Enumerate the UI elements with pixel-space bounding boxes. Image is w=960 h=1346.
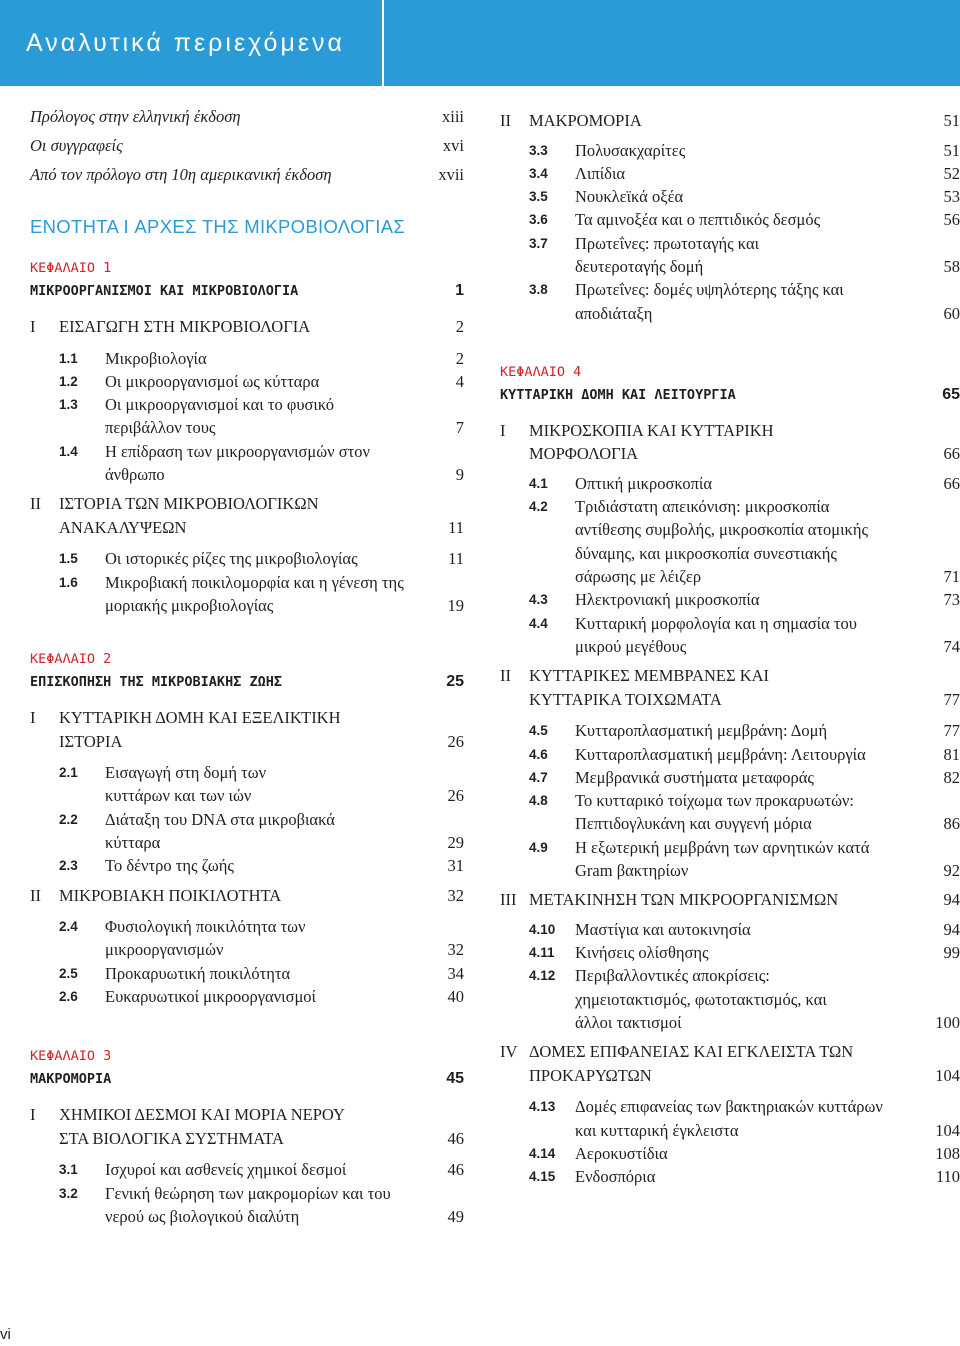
toc-section[interactable] bbox=[500, 109, 960, 133]
entry-page: 19 bbox=[447, 595, 464, 615]
toc-entry[interactable] bbox=[500, 1142, 960, 1165]
section-page: 104 bbox=[935, 1065, 960, 1085]
entry-title: Εισαγωγή στη δομή των κυττάρων και των ιών bbox=[105, 763, 267, 806]
entry-number: 4.9 bbox=[529, 839, 548, 855]
entry-page: 81 bbox=[943, 744, 960, 764]
entry-number: 4.3 bbox=[529, 592, 548, 608]
toc-prelim[interactable] bbox=[30, 136, 464, 165]
prelim-text: Πρόλογος στην ελληνική έκδοση bbox=[30, 107, 241, 126]
section-page: 66 bbox=[943, 444, 960, 464]
entry-title: Ηλεκτρονιακή μικροσκοπία bbox=[575, 590, 760, 610]
page-title: Αναλυτικά περιεχόμενα bbox=[26, 29, 345, 57]
prelim-text: Οι συγγραφείς bbox=[30, 136, 123, 155]
toc-entry[interactable] bbox=[30, 1158, 464, 1181]
section-page: 94 bbox=[943, 890, 960, 910]
toc-right-column bbox=[500, 109, 960, 1189]
toc-entry[interactable] bbox=[500, 588, 960, 611]
chapter-heading[interactable] bbox=[500, 362, 960, 405]
entry-page: 56 bbox=[943, 210, 960, 230]
chapter-heading[interactable] bbox=[30, 258, 464, 301]
entry-title: Μικροβιολογία bbox=[105, 348, 207, 368]
banner-divider bbox=[382, 0, 384, 86]
toc-entry[interactable] bbox=[500, 964, 960, 1034]
section-page: 51 bbox=[943, 111, 960, 130]
entry-number: 1.1 bbox=[59, 350, 78, 366]
header-banner bbox=[0, 0, 960, 86]
entry-number: 3.6 bbox=[529, 212, 548, 228]
entry-title: Πολυσακχαρίτες bbox=[575, 140, 686, 160]
entry-page: 108 bbox=[935, 1143, 960, 1163]
section-title: ΙΣΤΟΡΙΑ ΤΩΝ ΜΙΚΡΟΒΙΟΛΟΓΙΚΩΝ ΑΝΑΚΑΛΥΨΕΩΝ bbox=[59, 494, 319, 537]
section-number: I bbox=[500, 420, 506, 440]
entry-title: Κυτταροπλασματική μεμβράνη: Λειτουργία bbox=[575, 744, 866, 764]
entry-page: 86 bbox=[943, 814, 960, 834]
section-number: II bbox=[500, 111, 511, 130]
toc-entry[interactable] bbox=[500, 836, 960, 883]
entry-title: Πρωτεΐνες: πρωτοταγής και δευτεροταγής δομή bbox=[575, 233, 760, 276]
entry-number: 4.8 bbox=[529, 793, 548, 809]
entry-number: 4.2 bbox=[529, 499, 548, 515]
toc-entry[interactable] bbox=[30, 854, 464, 877]
toc-section[interactable] bbox=[30, 492, 464, 539]
entry-page: 73 bbox=[943, 590, 960, 610]
entry-title: Μαστίγια και αυτοκινησία bbox=[575, 919, 751, 939]
chapter-title: ΚΥΤΤΑΡΙΚΗ ΔΟΜΗ ΚΑΙ ΛΕΙΤΟΥΡΓΙΑ bbox=[500, 386, 736, 403]
entry-number: 2.3 bbox=[59, 858, 78, 874]
entry-page: 49 bbox=[447, 1206, 464, 1226]
toc-entry[interactable] bbox=[30, 547, 464, 570]
entry-title: Περιβαλλοντικές αποκρίσεις: χημειοτακτισμός, φωτοτακτισμός, και άλλοι τακτισμοί bbox=[575, 966, 827, 1033]
entry-page: 71 bbox=[943, 567, 960, 587]
entry-number: 4.1 bbox=[529, 475, 548, 491]
entry-title: Ισχυροί και ασθενείς χημικοί δεσμοί bbox=[105, 1160, 347, 1180]
entry-number: 1.6 bbox=[59, 574, 78, 590]
entry-number: 2.2 bbox=[59, 811, 78, 827]
entry-page: 99 bbox=[943, 943, 960, 963]
entry-title: Διάταξη του DNA στα μικροβιακά κύτταρα bbox=[105, 809, 335, 853]
toc-entry[interactable] bbox=[500, 918, 960, 941]
entry-title: Κυτταροπλασματική μεμβράνη: Δομή bbox=[575, 721, 828, 741]
chapter-label: ΚΕΦΑΛΑΙΟ 3 bbox=[30, 1048, 112, 1065]
entry-number: 2.6 bbox=[59, 989, 78, 1005]
entry-page: 32 bbox=[447, 940, 464, 960]
entry-number: 3.1 bbox=[59, 1162, 78, 1178]
toc-entry[interactable] bbox=[30, 808, 464, 855]
entry-page: 11 bbox=[448, 549, 464, 569]
chapter-heading[interactable] bbox=[30, 1046, 464, 1089]
entry-page: 58 bbox=[943, 256, 960, 276]
entry-title: Οι μικροοργανισμοί και το φυσικό περιβάλλον τους bbox=[105, 395, 335, 438]
prelim-page: xvii bbox=[438, 165, 464, 184]
entry-title: Δομές επιφανείας των βακτηριακών κυττάρων και κυτταρική έγκλειστα bbox=[575, 1097, 883, 1140]
chapter-title: ΜΙΚΡΟΟΡΓΑΝΙΣΜΟΙ ΚΑΙ ΜΙΚΡΟΒΙΟΛΟΓΙΑ bbox=[30, 283, 299, 299]
entry-number: 2.1 bbox=[59, 765, 78, 781]
entry-page: 100 bbox=[935, 1013, 960, 1033]
entry-title: Τα αμινοξέα και ο πεπτιδικός δεσμός bbox=[575, 210, 821, 230]
toc-entry[interactable] bbox=[500, 1095, 960, 1142]
section-title: ΜΙΚΡΟΣΚΟΠΙΑ ΚΑΙ ΚΥΤΤΑΡΙΚΗ ΜΟΡΦΟΛΟΓΙΑ bbox=[529, 420, 774, 464]
entry-number: 4.13 bbox=[529, 1099, 556, 1115]
section-page: 77 bbox=[943, 689, 960, 709]
entry-page: 77 bbox=[943, 721, 960, 741]
chapter-label: ΚΕΦΑΛΑΙΟ 4 bbox=[500, 363, 582, 380]
toc-entry[interactable] bbox=[30, 1182, 464, 1229]
section-title: ΜΕΤΑΚΙΝΗΣΗ ΤΩΝ ΜΙΚΡΟΟΡΓΑΝΙΣΜΩΝ bbox=[529, 890, 839, 910]
toc-entry[interactable] bbox=[500, 162, 960, 185]
toc-entry[interactable] bbox=[30, 440, 464, 487]
entry-number: 1.2 bbox=[59, 373, 78, 389]
toc-entry[interactable] bbox=[30, 393, 464, 440]
entry-page: 92 bbox=[943, 861, 960, 881]
entry-title: Λιπίδια bbox=[575, 163, 626, 183]
entry-number: 4.11 bbox=[529, 945, 555, 961]
toc-entry[interactable] bbox=[500, 139, 960, 162]
entry-number: 4.10 bbox=[529, 921, 556, 937]
entry-title: Το κυτταρικό τοίχωμα των προκαρυωτών: Πεπτιδογλυκάνη και συγγενή μόρια bbox=[575, 791, 854, 834]
entry-title: Η επίδραση των μικροοργανισμών στον άνθρωπο bbox=[105, 441, 370, 484]
section-page: 11 bbox=[448, 517, 464, 537]
chapter-label: ΚΕΦΑΛΑΙΟ 2 bbox=[30, 651, 112, 668]
toc-section[interactable] bbox=[500, 888, 960, 912]
section-title: ΔΟΜΕΣ ΕΠΙΦΑΝΕΙΑΣ ΚΑΙ ΕΓΚΛΕΙΣΤΑ ΤΩΝ ΠΡΟΚΑΡΥΩΤΩΝ bbox=[529, 1042, 854, 1085]
entry-title: Το δέντρο της ζωής bbox=[105, 856, 234, 876]
section-number: II bbox=[500, 666, 511, 686]
entry-page: 94 bbox=[943, 919, 960, 939]
entry-number: 4.6 bbox=[529, 746, 548, 762]
section-title: ΜΑΚΡΟΜΟΡΙΑ bbox=[529, 111, 642, 130]
section-page: 2 bbox=[455, 317, 464, 336]
entry-title: Αεροκυστίδια bbox=[575, 1143, 668, 1163]
toc-entry[interactable] bbox=[500, 743, 960, 766]
toc-prelim[interactable] bbox=[30, 165, 464, 194]
toc-entry[interactable] bbox=[500, 612, 960, 659]
entry-number: 3.7 bbox=[529, 235, 548, 251]
toc-section[interactable] bbox=[30, 1103, 464, 1150]
prelim-text: Από τον πρόλογο στη 10η αμερικανική έκδοση bbox=[30, 165, 332, 184]
toc-entry[interactable] bbox=[500, 472, 960, 495]
entry-title: Νουκλεϊκά οξέα bbox=[575, 187, 684, 207]
entry-title: Φυσιολογική ποικιλότητα των μικροοργανισμών bbox=[105, 917, 306, 960]
entry-number: 1.4 bbox=[59, 443, 78, 459]
toc-entry[interactable] bbox=[500, 278, 960, 325]
entry-page: 53 bbox=[943, 187, 960, 207]
toc-entry[interactable] bbox=[500, 208, 960, 231]
entry-title: Κινήσεις ολίσθησης bbox=[575, 943, 709, 963]
section-title: ΧΗΜΙΚΟΙ ΔΕΣΜΟΙ ΚΑΙ ΜΟΡΙΑ ΝΕΡΟΥ ΣΤΑ ΒΙΟΛΟΓΙΚΑ ΣΥΣΤΗΜΑΤΑ bbox=[59, 1105, 345, 1148]
toc-left-column bbox=[30, 107, 464, 1228]
entry-number: 4.4 bbox=[529, 615, 548, 631]
section-number: II bbox=[30, 494, 41, 514]
entry-number: 2.5 bbox=[59, 965, 78, 981]
toc-section[interactable] bbox=[30, 706, 464, 753]
entry-title: Ενδοσπόρια bbox=[575, 1167, 656, 1187]
section-number: I bbox=[30, 708, 36, 728]
toc-entry[interactable] bbox=[500, 495, 960, 588]
section-title: ΕΙΣΑΓΩΓΗ ΣΤΗ ΜΙΚΡΟΒΙΟΛΟΓΙΑ bbox=[59, 317, 311, 336]
prelim-page: xiii bbox=[441, 107, 464, 126]
entry-page: 2 bbox=[455, 348, 464, 368]
entry-page: 4 bbox=[455, 371, 464, 391]
entry-title: Πρωτεΐνες: δομές υψηλότερης τάξης και αποδιάταξη bbox=[575, 280, 844, 323]
entry-number: 1.3 bbox=[59, 397, 78, 413]
entry-number: 4.5 bbox=[529, 723, 548, 739]
entry-title: Ευκαρυωτικοί μικροοργανισμοί bbox=[105, 987, 316, 1007]
entry-number: 3.8 bbox=[529, 282, 548, 298]
entry-page: 40 bbox=[447, 987, 464, 1007]
toc-entry[interactable] bbox=[500, 1165, 960, 1188]
chapter-page: 1 bbox=[455, 282, 464, 299]
entry-page: 34 bbox=[447, 963, 464, 983]
entry-page: 7 bbox=[455, 418, 464, 438]
section-number: I bbox=[30, 317, 36, 336]
page-number: vi bbox=[0, 1326, 11, 1343]
entry-number: 4.14 bbox=[529, 1145, 556, 1161]
toc-entry[interactable] bbox=[30, 985, 464, 1008]
chapter-label: ΚΕΦΑΛΑΙΟ 1 bbox=[30, 260, 112, 276]
section-number: III bbox=[500, 890, 517, 910]
entry-title: Οι μικροοργανισμοί ως κύτταρα bbox=[105, 371, 320, 391]
entry-page: 51 bbox=[943, 140, 960, 160]
toc-entry[interactable] bbox=[30, 347, 464, 370]
toc-entry[interactable] bbox=[30, 761, 464, 808]
entry-title: Η εξωτερική μεμβράνη των αρνητικών κατά Gram βακτηρίων bbox=[575, 837, 870, 881]
entry-page: 26 bbox=[447, 786, 464, 806]
section-number: I bbox=[30, 1105, 36, 1125]
entry-title: Μικροβιακή ποικιλομορφία και η γένεση της μοριακής μικροβιολογίας bbox=[105, 572, 404, 615]
entry-number: 3.5 bbox=[529, 189, 548, 205]
toc-entry[interactable] bbox=[500, 719, 960, 742]
chapter-page: 65 bbox=[942, 385, 960, 403]
entry-title: Οπτική μικροσκοπία bbox=[575, 473, 712, 493]
toc-entry[interactable] bbox=[30, 915, 464, 962]
section-title: ΜΙΚΡΟΒΙΑΚΗ ΠΟΙΚΙΛΟΤΗΤΑ bbox=[59, 885, 282, 905]
entry-number: 4.15 bbox=[529, 1169, 556, 1185]
toc-entry[interactable] bbox=[500, 941, 960, 964]
toc-entry[interactable] bbox=[30, 962, 464, 985]
toc-entry[interactable] bbox=[500, 789, 960, 836]
entry-number: 3.3 bbox=[529, 142, 548, 158]
entry-page: 104 bbox=[935, 1120, 960, 1140]
section-title: ΚΥΤΤΑΡΙΚΕΣ ΜΕΜΒΡΑΝΕΣ ΚΑΙ ΚΥΤΤΑΡΙΚΑ ΤΟΙΧΩΜΑΤΑ bbox=[529, 666, 770, 709]
entry-page: 52 bbox=[943, 163, 960, 183]
chapter-page: 25 bbox=[446, 673, 464, 691]
entry-number: 1.5 bbox=[59, 551, 78, 567]
toc-entry[interactable] bbox=[30, 571, 464, 618]
toc-section[interactable] bbox=[30, 884, 464, 908]
entry-number: 4.12 bbox=[529, 968, 556, 984]
entry-page: 31 bbox=[447, 856, 464, 876]
section-page: 26 bbox=[447, 731, 464, 751]
entry-number: 3.4 bbox=[529, 165, 548, 181]
section-title: ΚΥΤΤΑΡΙΚΗ ΔΟΜΗ ΚΑΙ ΕΞΕΛΙΚΤΙΚΗ ΙΣΤΟΡΙΑ bbox=[59, 708, 341, 751]
toc-prelim[interactable] bbox=[30, 107, 464, 136]
section-page: 32 bbox=[447, 885, 464, 905]
section-page: 46 bbox=[447, 1128, 464, 1148]
section-number: IV bbox=[500, 1042, 518, 1062]
entry-number: 3.2 bbox=[59, 1185, 78, 1201]
entry-number: 2.4 bbox=[59, 919, 78, 935]
entry-page: 66 bbox=[943, 473, 960, 493]
entry-page: 82 bbox=[943, 767, 960, 787]
entry-page: 110 bbox=[935, 1167, 960, 1187]
entry-title: Προκαρυωτική ποικιλότητα bbox=[105, 963, 291, 983]
section-number: II bbox=[30, 885, 41, 905]
entry-page: 60 bbox=[943, 303, 960, 323]
chapter-page: 45 bbox=[446, 1070, 464, 1088]
entry-title: Τριδιάστατη απεικόνιση: μικροσκοπία αντίθεσης συμβολής, μικροσκοπία ατομικής δύναμης, και μικροσκοπία συνεστιακής σάρωσης με λέιζερ bbox=[575, 497, 869, 587]
entry-title: Μεμβρανικά συστήματα μεταφοράς bbox=[575, 767, 814, 787]
toc-entry[interactable] bbox=[500, 232, 960, 279]
chapter-heading[interactable] bbox=[30, 649, 464, 692]
entry-title: Γενική θεώρηση των μακρομορίων και του νερού ως βιολογικού διαλύτη bbox=[105, 1183, 391, 1226]
entry-number: 4.7 bbox=[529, 769, 548, 785]
entry-page: 9 bbox=[455, 464, 464, 484]
toc-section[interactable] bbox=[500, 1040, 960, 1087]
entry-page: 29 bbox=[447, 833, 464, 853]
chapter-title: ΜΑΚΡΟΜΟΡΙΑ bbox=[30, 1071, 112, 1088]
toc-section[interactable] bbox=[500, 664, 960, 711]
entry-title: Οι ιστορικές ρίζες της μικροβιολογίας bbox=[105, 549, 358, 569]
toc-entry[interactable] bbox=[500, 766, 960, 789]
chapter-title: ΕΠΙΣΚΟΠΗΣΗ ΤΗΣ ΜΙΚΡΟΒΙΑΚΗΣ ΖΩΗΣ bbox=[30, 674, 282, 691]
toc-section[interactable] bbox=[30, 315, 464, 339]
entry-title: Κυτταρική μορφολογία και η σημασία του μικρού μεγέθους bbox=[575, 613, 857, 656]
entry-page: 74 bbox=[943, 636, 960, 656]
toc-entry[interactable] bbox=[500, 185, 960, 208]
toc-entry[interactable] bbox=[30, 370, 464, 393]
unit-heading: ΕΝΟΤΗΤΑ I ΑΡΧΕΣ ΤΗΣ ΜΙΚΡΟΒΙΟΛΟΓΙΑΣ bbox=[30, 216, 406, 237]
entry-page: 46 bbox=[447, 1160, 464, 1180]
toc-section[interactable] bbox=[500, 419, 960, 466]
prelim-page: xvi bbox=[442, 136, 464, 155]
